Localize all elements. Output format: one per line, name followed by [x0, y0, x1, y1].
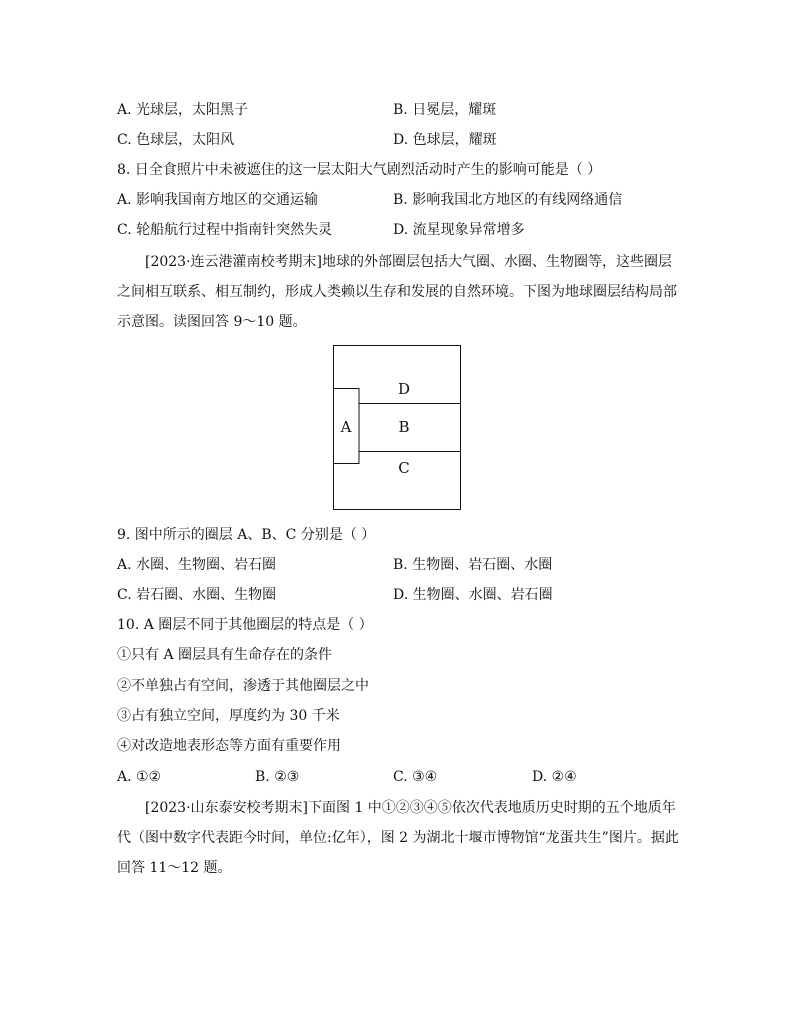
q8-stem: 8. 日全食照片中未被遮住的这一层太阳大气剧烈活动时产生的影响可能是（ ） [117, 162, 602, 178]
q9-stem: 9. 图中所示的圈层 A、B、C 分别是（ ） [117, 527, 376, 543]
q9-option-c: C. 岩石圈、水圈、生物圈 [117, 587, 277, 603]
q9-option-b: B. 生物圈、岩石圈、水圈 [393, 557, 553, 573]
q10-option-a: A. ①② [117, 769, 162, 785]
q7-option-b: B. 日冕层，耀斑 [393, 102, 497, 118]
figure-label-b: B [398, 418, 410, 436]
q8-option-a: A. 影响我国南方地区的交通运输 [117, 192, 319, 208]
q10-option-b: B. ②③ [255, 769, 300, 785]
passage-geologic-time-text: [2023·山东泰安校考期末]下面图 1 中①②③④⑤依次代表地质历史时期的五个地质年代（图中数字代表距今时间，单位:亿年），图 2 为湖北十堰市博物馆“龙蛋共生”图片。据此回答 11～12 题。 [117, 800, 679, 876]
q7-option-a: A. 光球层，太阳黑子 [117, 102, 249, 118]
q8-option-b: B. 影响我国北方地区的有线网络通信 [393, 192, 623, 208]
q10-statement-2: ②不单独占有空间，渗透于其他圈层之中 [117, 678, 369, 694]
q9-option-a: A. 水圈、生物圈、岩石圈 [117, 557, 277, 573]
q8-option-d: D. 流星现象异常增多 [393, 222, 525, 238]
figure-label-d: D [397, 380, 411, 398]
q7-option-d: D. 色球层，耀斑 [393, 132, 497, 148]
passage-earth-spheres [117, 247, 682, 337]
q7-option-c: C. 色球层，太阳风 [117, 132, 235, 148]
q10-option-d: D. ②④ [532, 769, 577, 785]
q9-option-d: D. 生物圈、水圈、岩石圈 [393, 587, 553, 603]
q10-statement-1: ①只有 A 圈层具有生命存在的条件 [117, 647, 333, 663]
passage-earth-spheres-text: [2023·连云港灌南校考期末]地球的外部圈层包括大气圈、水圈、生物圈等，这些圈层之间相互联系、相互制约，形成人类赖以生存和发展的自然环境。下图为地球圈层结构局部示意图。读图回答 9～10 题。 [117, 254, 677, 330]
sphere-structure-figure [333, 345, 461, 510]
q8-option-c: C. 轮船航行过程中指南针突然失灵 [117, 222, 333, 238]
figure-label-c: C [398, 459, 410, 477]
q10-option-c: C. ③④ [393, 769, 438, 785]
q10-statement-3: ③占有独立空间，厚度约为 30 千米 [117, 708, 340, 724]
q10-stem: 10. A 圈层不同于其他圈层的特点是（ ） [117, 617, 373, 633]
q10-statement-4: ④对改造地表形态等方面有重要作用 [117, 738, 341, 754]
passage-geologic-time [117, 793, 682, 883]
figure-label-a: A [340, 418, 352, 436]
